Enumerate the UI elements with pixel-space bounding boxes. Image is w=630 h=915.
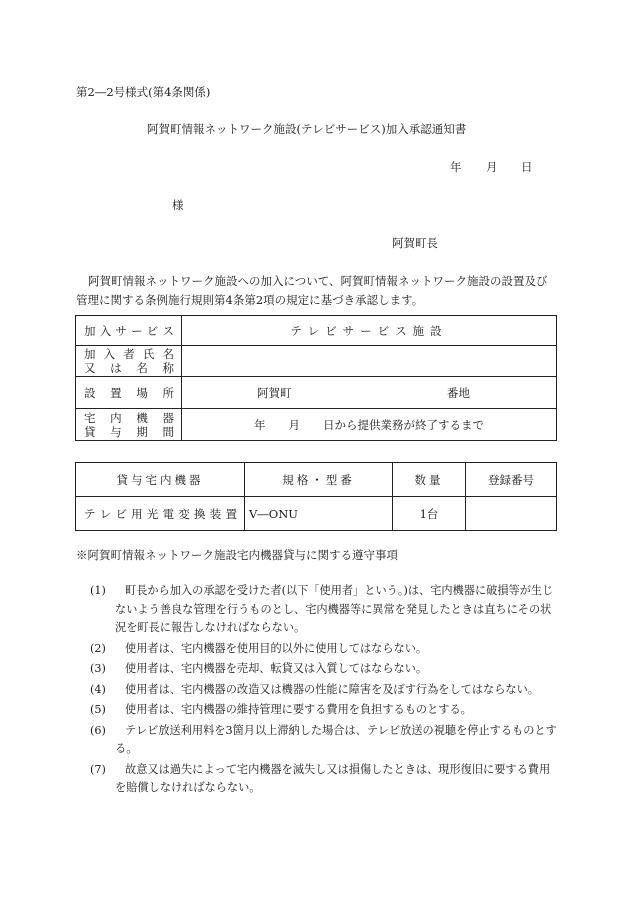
location-value-cell: [182, 377, 557, 409]
issuer-name: 阿賀町長: [392, 236, 438, 250]
subscriber-name-label-cell: [76, 346, 182, 377]
rule-text: テレビ放送利用料を3箇月以上滞納した場合は、テレビ放送の視聴を停止するものとする。: [115, 723, 557, 755]
subscriber-name-label-line2: 又 は 名 称: [84, 361, 174, 375]
equipment-header-row: [76, 463, 557, 497]
service-value: テレビサービス施設: [182, 316, 557, 346]
service-label-cell: [76, 316, 182, 346]
loan-period-row: [76, 409, 557, 441]
rule-number: (4): [90, 682, 106, 696]
rule-item: [90, 761, 560, 798]
rule-text: 故意又は過失によって宅内機器を滅失し又は損傷したときは、現形復旧に要する費用を賠償しなければならない。: [115, 762, 551, 794]
form-number: 第2―2号様式(第4条関係): [76, 85, 211, 99]
location-address-suffix: 番地: [447, 386, 470, 400]
loan-period-label-line1: 宅 内 機 器: [84, 410, 174, 425]
location-town: 阿賀町: [257, 386, 292, 400]
equipment-header-model: 規格・型番: [245, 463, 393, 497]
equipment-registration: [466, 497, 557, 531]
document-title: 阿賀町情報ネットワーク施設(テレビサービス)加入承認通知書: [147, 122, 467, 136]
rule-item: [90, 722, 560, 759]
rule-text: 使用者は、宅内機器を売却、転貸又は入質してはならない。: [125, 662, 428, 675]
rule-item: [90, 640, 560, 659]
rule-text: 使用者は、宅内機器の維持管理に要する費用を負担するものとする。: [125, 703, 472, 716]
equipment-device: テ レ ビ 用 光 電 変 換 装 置: [84, 506, 237, 521]
rule-text: 使用者は、宅内機器を使用目的以外に使用してはならない。: [125, 641, 428, 655]
loaned-equipment-table: [75, 462, 557, 531]
rule-number: (3): [90, 662, 106, 675]
date-month-label: 月: [486, 160, 498, 174]
equipment-quantity: 1台: [393, 497, 466, 531]
recipient-honorific: 様: [172, 198, 184, 212]
equipment-header-registration: 登録番号: [466, 463, 557, 497]
loan-period-value: 年 月 日から提供業務が終了するまで: [182, 409, 557, 441]
rule-item: [90, 681, 560, 700]
service-row: [76, 316, 557, 346]
compliance-notice-heading: ※阿賀町情報ネットワーク施設宅内機器貸与に関する遵守事項: [76, 548, 398, 562]
subscriber-name-row: [76, 346, 557, 377]
rule-number: (6): [90, 723, 106, 737]
rule-item: [90, 660, 560, 679]
equipment-header-quantity: 数量: [393, 463, 466, 497]
subscriber-name-value: [182, 346, 557, 377]
location-row: [76, 377, 557, 409]
date-year-label: 年: [450, 160, 462, 174]
location-label: 設 置 場 所: [84, 385, 174, 400]
rule-number: (5): [90, 703, 106, 716]
rule-text: 使用者は、宅内機器の改造又は機器の性能に障害を及ぼす行為をしてはならない。: [125, 682, 539, 696]
rule-item: [90, 582, 560, 638]
loan-period-label-cell: [76, 409, 182, 441]
equipment-model: V―ONU: [245, 497, 393, 531]
service-label: 加 入 サ ー ビ ス: [84, 323, 174, 338]
rule-text: 町長から加入の承認を受けた者(以下「使用者」という。)は、宅内機器に破損等が生じないよう善良な管理を行うものとし、宅内機器等に異常を発見したときは直ちにその状況を町長に報告しなければならない。: [115, 584, 554, 634]
equipment-row: [76, 497, 557, 531]
date-day-label: 日: [521, 160, 533, 174]
location-label-cell: [76, 377, 182, 409]
rule-number: (2): [90, 641, 106, 655]
rule-item: [90, 701, 560, 720]
approval-info-table: [75, 315, 557, 441]
loan-period-label-line2: 貸 与 期 間: [84, 424, 174, 439]
compliance-rules-list: [90, 582, 560, 800]
rule-number: (7): [90, 762, 106, 776]
subscriber-name-label-line1: 加 入 者 氏 名: [84, 347, 174, 361]
equipment-header-device: 貸与宅内機器: [76, 463, 245, 497]
equipment-device-cell: [76, 497, 245, 531]
rule-number: (1): [90, 584, 106, 597]
approval-body-text: 阿賀町情報ネットワーク施設への加入について、阿賀町情報ネットワーク施設の設置及び管理に関する条例施行規則第4条第2項の規定に基づき承認します。: [76, 274, 548, 307]
